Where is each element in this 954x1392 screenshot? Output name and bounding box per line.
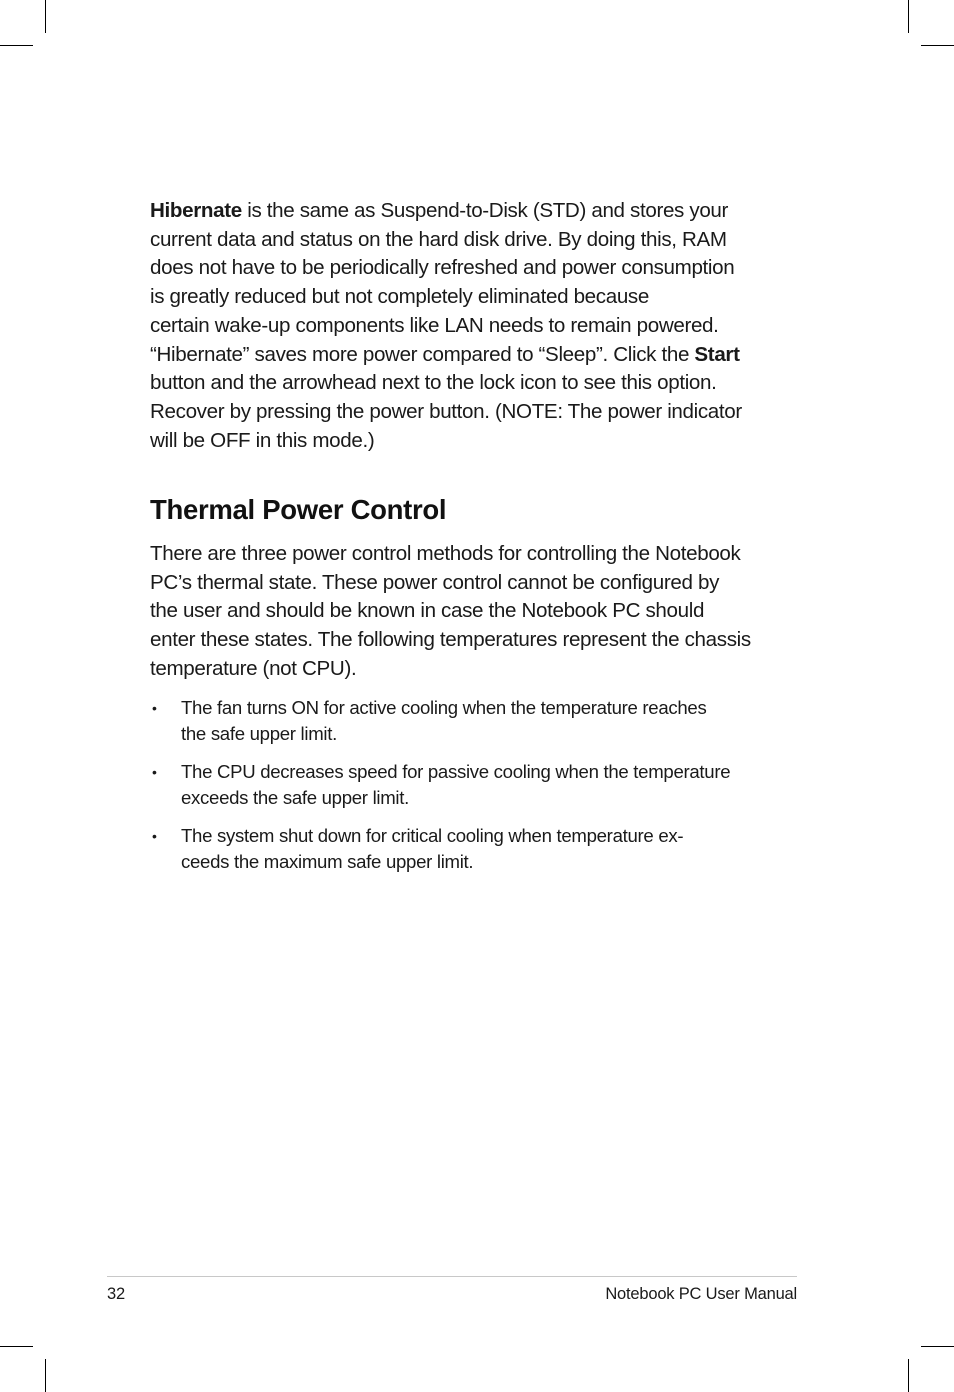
hibernate-line-2: current data and status on the hard disk drive. By doing this, RAM xyxy=(150,227,727,251)
hibernate-line-9: will be OFF in this mode.) xyxy=(150,428,375,452)
bullet-list xyxy=(150,695,810,887)
thermal-paragraph xyxy=(150,540,751,684)
thermal-line: enter these states. The following temperatures represent the chassis xyxy=(150,628,751,652)
section-heading: Thermal Power Control xyxy=(150,494,447,525)
hibernate-line-4: is greatly reduced but not completely eliminated because xyxy=(150,285,649,309)
bullet-marker: • xyxy=(152,828,157,844)
list-item xyxy=(150,695,810,747)
bullet-text-line: The fan turns ON for active cooling when the temperature reaches xyxy=(181,697,707,718)
bullet-text-line: exceeds the safe upper limit. xyxy=(181,787,409,808)
start-term: Start xyxy=(694,342,740,366)
crop-mark-top-left-v xyxy=(45,0,46,33)
bullet-marker: • xyxy=(152,764,157,780)
crop-mark-bottom-left-v xyxy=(45,1359,46,1392)
page-content xyxy=(150,197,802,872)
thermal-line: temperature (not CPU). xyxy=(150,656,357,680)
hibernate-paragraph xyxy=(150,197,802,455)
manual-title: Notebook PC User Manual xyxy=(605,1285,797,1303)
thermal-line: There are three power control methods for controlling the Notebook xyxy=(150,542,741,565)
hibernate-line-7: button and the arrowhead next to the lock icon to see this option. xyxy=(150,371,717,395)
bullet-text-line: The system shut down for critical cooling when temperature ex- xyxy=(181,825,684,846)
hibernate-line-6: “Hibernate” saves more power compared to “Sleep”. Click the Start xyxy=(150,342,740,366)
bullet-text-line: the safe upper limit. xyxy=(181,723,337,744)
bullet-text-line: ceeds the maximum safe upper limit. xyxy=(181,851,474,872)
hibernate-line-3: does not have to be periodically refreshed and power consumption xyxy=(150,256,735,280)
list-item xyxy=(150,823,810,875)
crop-mark-bottom-right-h xyxy=(921,1346,954,1347)
list-item xyxy=(150,759,810,811)
thermal-line: PC’s thermal state. These power control cannot be configured by xyxy=(150,570,720,594)
hibernate-line-5: certain wake-up components like LAN needs to remain powered. xyxy=(150,313,719,337)
footer-divider xyxy=(107,1276,797,1277)
page-number: 32 xyxy=(107,1285,125,1303)
hibernate-term: Hibernate xyxy=(150,199,242,222)
crop-mark-top-right-v xyxy=(908,0,909,33)
hibernate-line-8: Recover by pressing the power button. (NOTE: The power indicator xyxy=(150,399,742,423)
crop-mark-top-left-h xyxy=(0,45,33,46)
bullet-marker: • xyxy=(152,700,157,716)
crop-mark-bottom-right-v xyxy=(908,1359,909,1392)
hibernate-line-1: Hibernate is the same as Suspend-to-Disk (STD) and stores your xyxy=(150,199,729,222)
thermal-line: the user and should be known in case the Notebook PC should xyxy=(150,599,705,623)
bullet-text-line: The CPU decreases speed for passive cooling when the temperature xyxy=(181,761,731,782)
crop-mark-bottom-left-h xyxy=(0,1346,33,1347)
crop-mark-top-right-h xyxy=(921,45,954,46)
